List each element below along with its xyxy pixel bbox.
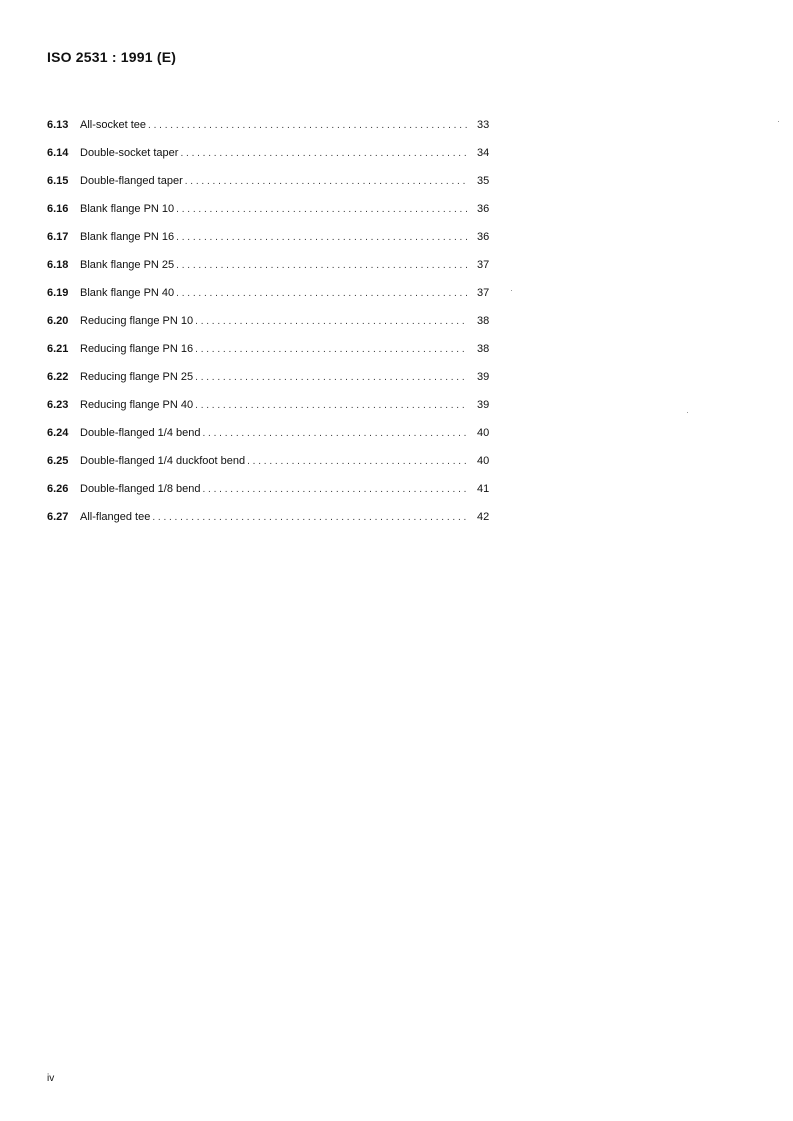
toc-dot-leader [195, 399, 467, 413]
toc-entry-number: 6.15 [47, 175, 69, 187]
toc-dot-leader [176, 203, 467, 217]
toc-dot-leader [176, 231, 467, 245]
toc-entry-title: Double-flanged 1/4 duckfoot bend [80, 455, 246, 467]
toc-dot-leader [202, 427, 467, 441]
toc-entry-number: 6.25 [47, 455, 69, 467]
scan-speck [778, 121, 779, 122]
toc-entry [47, 202, 493, 230]
toc-entry-number: 6.27 [47, 511, 69, 523]
toc-entry-page: 40 [477, 455, 490, 467]
toc-dot-leader [180, 147, 467, 161]
toc-entry-title: Reducing flange PN 10 [80, 315, 194, 327]
toc-entry-title: Double-flanged taper [80, 175, 183, 187]
toc-entry [47, 342, 493, 370]
toc-entry-number: 6.26 [47, 483, 69, 495]
toc-entry-number: 6.17 [47, 231, 69, 243]
toc-entry-page: 42 [477, 511, 490, 523]
toc-entry-page: 38 [477, 315, 490, 327]
toc-entry [47, 370, 493, 398]
toc-entry-title: Blank flange PN 16 [80, 231, 175, 243]
toc-entry-page: 37 [477, 259, 490, 271]
table-of-contents [47, 118, 493, 538]
toc-entry-number: 6.19 [47, 287, 69, 299]
toc-entry [47, 314, 493, 342]
toc-entry-title: Reducing flange PN 25 [80, 371, 194, 383]
toc-entry [47, 230, 493, 258]
toc-entry-number: 6.24 [47, 427, 69, 439]
toc-entry [47, 482, 493, 510]
toc-dot-leader [148, 119, 467, 133]
toc-dot-leader [202, 483, 467, 497]
toc-dot-leader [176, 259, 467, 273]
toc-entry-page: 39 [477, 371, 490, 383]
toc-entry [47, 426, 493, 454]
toc-entry [47, 286, 493, 314]
toc-entry-page: 36 [477, 231, 490, 243]
toc-dot-leader [195, 315, 467, 329]
toc-entry [47, 398, 493, 426]
toc-entry [47, 510, 493, 538]
toc-dot-leader [176, 287, 467, 301]
toc-entry-title: All-socket tee [80, 119, 147, 131]
page-number: iv [47, 1073, 55, 1084]
toc-entry-title: Blank flange PN 25 [80, 259, 175, 271]
toc-entry-number: 6.18 [47, 259, 69, 271]
toc-entry-page: 41 [477, 483, 490, 495]
toc-dot-leader [185, 175, 467, 189]
toc-entry-title: Double-flanged 1/8 bend [80, 483, 201, 495]
toc-entry-page: 34 [477, 147, 490, 159]
toc-entry-number: 6.16 [47, 203, 69, 215]
scan-speck [511, 290, 512, 291]
toc-dot-leader [195, 343, 467, 357]
toc-entry-title: Blank flange PN 40 [80, 287, 175, 299]
toc-entry-page: 37 [477, 287, 490, 299]
toc-entry [47, 146, 493, 174]
scan-speck [687, 412, 688, 413]
toc-entry-page: 35 [477, 175, 490, 187]
toc-entry [47, 174, 493, 202]
toc-dot-leader [152, 511, 467, 525]
toc-entry-title: Reducing flange PN 40 [80, 399, 194, 411]
toc-entry-page: 36 [477, 203, 490, 215]
toc-dot-leader [195, 371, 467, 385]
toc-entry [47, 454, 493, 482]
toc-entry-title: Double-flanged 1/4 bend [80, 427, 201, 439]
toc-entry [47, 118, 493, 146]
toc-entry-title: Blank flange PN 10 [80, 203, 175, 215]
toc-entry-page: 40 [477, 427, 490, 439]
toc-entry-number: 6.13 [47, 119, 69, 131]
toc-entry-number: 6.22 [47, 371, 69, 383]
document-header: ISO 2531 : 1991 (E) [47, 49, 177, 65]
toc-entry-number: 6.20 [47, 315, 69, 327]
toc-entry-page: 39 [477, 399, 490, 411]
toc-entry-title: Reducing flange PN 16 [80, 343, 194, 355]
toc-entry [47, 258, 493, 286]
toc-entry-number: 6.14 [47, 147, 69, 159]
toc-entry-page: 38 [477, 343, 490, 355]
toc-entry-page: 33 [477, 119, 490, 131]
toc-entry-number: 6.23 [47, 399, 69, 411]
toc-entry-number: 6.21 [47, 343, 69, 355]
toc-entry-title: All-flanged tee [80, 511, 151, 523]
toc-entry-title: Double-socket taper [80, 147, 179, 159]
toc-dot-leader [247, 455, 467, 469]
